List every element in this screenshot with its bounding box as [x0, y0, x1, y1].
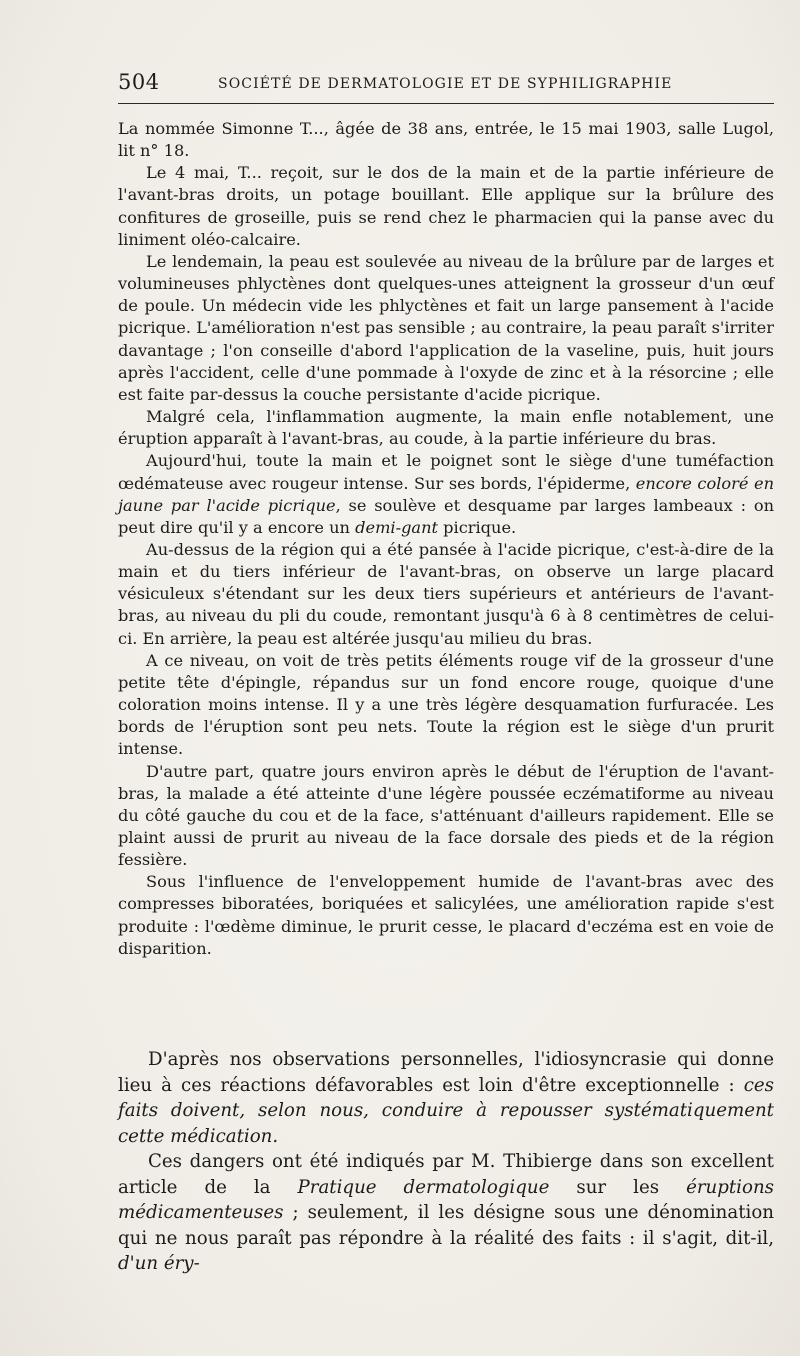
page-number: 504 — [118, 70, 160, 94]
discussion-text — [118, 1047, 774, 1277]
text-run: D'après nos observations personnelles, l'idiosyncrasie qui donne lieu à ces réactions défavorables est loin d'être exceptionnelle : — [118, 1049, 774, 1096]
paragraph: Le 4 mai, T... reçoit, sur le dos de la main et de la partie inférieure de l'avant-bras droits, un potage bouillant. Elle applique sur la brûlure des confitures de groseille, puis se rend chez le pharmacien qui la panse avec du liniment oléo-calcaire. — [118, 163, 774, 249]
text-run: , se soulève et desquame par larges lambeaux : on peut dire qu'il y a encore un — [118, 495, 775, 537]
italic-run: ces faits doivent, selon nous, conduire à repousser systématiquement cette médication. — [118, 1074, 774, 1147]
text-run: Ces dangers ont été indiqués par M. Thibierge dans son excellent article de la — [118, 1151, 774, 1198]
italic-run: Pratique dermatologique — [297, 1176, 550, 1198]
page-header — [118, 70, 774, 100]
paragraph — [118, 1047, 774, 1149]
paragraph — [118, 450, 774, 539]
paragraph — [118, 1149, 774, 1277]
paragraph: Au-dessus de la région qui a été pansée à l'acide picrique, c'est-à-dire de la main et du tiers inférieur de l'avant-bras, on observe un large placard vésiculeux s'étendant sur les deux tiers supérieurs et antérieurs de l'avant-bras, au niveau du pli du coude, remontant jusqu'à 6 à 8 centimètres de celui-ci. En arrière, la peau est altérée jusqu'au milieu du bras. — [118, 539, 774, 648]
header-rule — [118, 103, 774, 104]
paragraph: A ce niveau, on voit de très petits éléments rouge vif de la grosseur d'une petite tête d'épingle, répandus sur un fond encore rouge, quoique d'une coloration moins intense. Il y a une très légère desquamation furfuracée. Les bords de l'éruption sont peu nets. Toute la région est le siège d'un prurit intense. — [118, 650, 774, 759]
paragraph: Sous l'influence de l'enveloppement humide de l'avant-bras avec des compresses biboratées, boriquées et salicylées, une amélioration rapide s'est produite : l'œdème diminue, le prurit cesse, le placard d'eczéma est en voie de disparition. — [118, 872, 774, 958]
italic-run: éruptions médicamenteuses — [118, 1176, 774, 1223]
running-head: SOCIÉTÉ DE DERMATOLOGIE ET DE SYPHILIGRAPHIE — [218, 76, 673, 92]
paragraph: La nommée Simonne T..., âgée de 38 ans, entrée, le 15 mai 1903, salle Lugol, lit n° 18. — [118, 119, 774, 161]
italic-run: encore coloré en jaune par l'acide picrique — [118, 473, 774, 515]
text-run: Aujourd'hui, toute la main et le poignet sont le siège d'une tuméfaction œdémateuse avec rougeur intense. Sur ses bords, l'épiderme, — [118, 451, 774, 493]
paragraph: Le lendemain, la peau est soulevée au niveau de la brûlure par de larges et volumineuses phlyctènes dont quelques-unes atteignent la grosseur d'un œuf de poule. Un médecin vide les phlyctènes et fait un large pansement à l'acide picrique. L'amélioration n'est pas sensible ; au contraire, la peau paraît s'irriter davantage ; l'on conseille d'abord l'application de la vaseline, puis, huit jours après l'accident, celle d'une pommade à l'oxyde de zinc et à la résorcine ; elle est faite par-dessus la couche persistante d'acide picrique. — [118, 251, 774, 404]
paragraph: Malgré cela, l'inflammation augmente, la main enfle notablement, une éruption apparaît à l'avant-bras, au coude, à la partie inférieure du bras. — [118, 407, 774, 449]
text-run: ; seulement, il les désigne sous une dénomination qui ne nous paraît pas répondre à la réalité des faits : il s'agit, dit-il, — [118, 1202, 774, 1249]
italic-run: demi-gant — [355, 517, 439, 537]
case-observation — [118, 118, 774, 960]
text-run: picrique. — [438, 517, 517, 537]
italic-run: d'un éry- — [118, 1253, 200, 1274]
paragraph: D'autre part, quatre jours environ après le début de l'éruption de l'avant-bras, la malade a été atteinte d'une légère poussée eczématiforme au niveau du côté gauche du cou et de la face, s'atténuant d'ailleurs rapidement. Elle se plaint aussi de prurit au niveau de la face dorsale des pieds et de la région fessière. — [118, 761, 774, 870]
text-run: sur les — [549, 1176, 687, 1198]
